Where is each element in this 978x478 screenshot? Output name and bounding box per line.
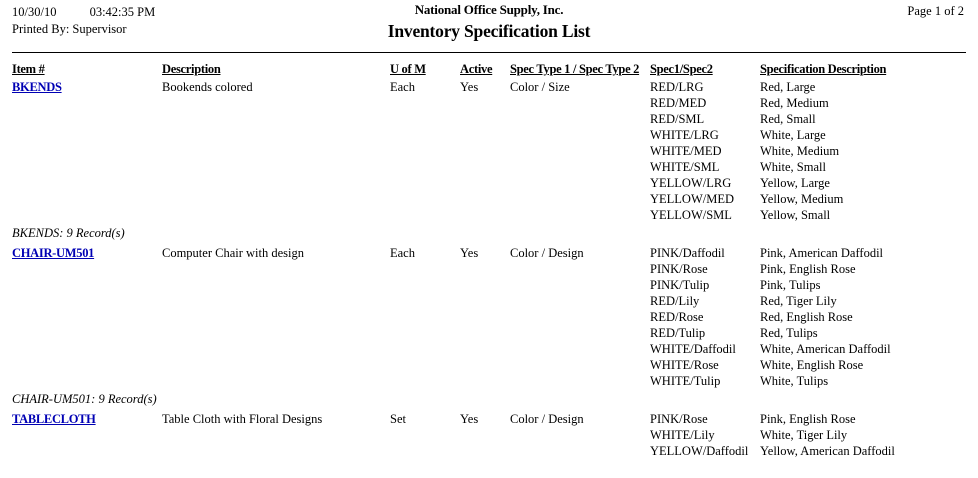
column-headers (10, 62, 968, 80)
group-record-count: CHAIR-UM501: 9 Record(s) (12, 392, 157, 406)
item-uom: Set (390, 412, 406, 426)
spec-value: PINK/Daffodil (650, 246, 725, 260)
spec-description-value: Red, Small (760, 112, 816, 126)
table-row (10, 80, 968, 96)
item-code-link[interactable]: CHAIR-UM501 (12, 246, 95, 260)
item-active: Yes (460, 246, 479, 260)
header-divider (12, 52, 966, 53)
spec-value: WHITE/LRG (650, 128, 719, 142)
spec-description-value: Red, Tiger Lily (760, 294, 837, 308)
spec-description-value: White, English Rose (760, 358, 864, 372)
table-row (10, 358, 968, 374)
table-row (10, 112, 968, 128)
table-row (10, 342, 968, 358)
item-group (10, 80, 968, 246)
table-row (10, 326, 968, 342)
column-header-active: Active (460, 62, 493, 76)
table-row (10, 428, 968, 444)
table-row (10, 246, 968, 262)
spec-value: RED/LRG (650, 80, 704, 94)
spec-value: RED/Rose (650, 310, 704, 324)
column-header-item: Item # (12, 62, 45, 76)
item-active: Yes (460, 80, 479, 94)
spec-value: YELLOW/Daffodil (650, 444, 749, 458)
item-spec-types: Color / Design (510, 412, 584, 426)
spec-description-value: Red, Large (760, 80, 816, 94)
spec-description-value: Red, Tulips (760, 326, 818, 340)
spec-description-value: White, Small (760, 160, 826, 174)
item-code-link[interactable]: TABLECLOTH (12, 412, 96, 426)
table-row (10, 144, 968, 160)
group-record-count: BKENDS: 9 Record(s) (12, 226, 125, 240)
spec-value: WHITE/Tulip (650, 374, 721, 388)
column-header-spec-types: Spec Type 1 / Spec Type 2 (510, 62, 640, 76)
table-row (10, 278, 968, 294)
item-group (10, 412, 968, 460)
spec-value: YELLOW/MED (650, 192, 735, 206)
spec-description-value: White, Tiger Lily (760, 428, 848, 442)
spec-value: WHITE/MED (650, 144, 722, 158)
item-description: Table Cloth with Floral Designs (162, 412, 323, 426)
column-header-description: Description (162, 62, 221, 76)
table-row (10, 412, 968, 428)
column-header-specs: Spec1/Spec2 (650, 62, 713, 76)
spec-description-value: White, Large (760, 128, 826, 142)
report-date: 10/30/10 (12, 5, 57, 19)
table-row (10, 310, 968, 326)
table-row (10, 160, 968, 176)
spec-value: PINK/Rose (650, 412, 708, 426)
spec-value: YELLOW/SML (650, 208, 732, 222)
header-center (10, 2, 968, 42)
printed-by: Printed By: Supervisor (12, 22, 127, 36)
table-row (10, 374, 968, 390)
table-row (10, 192, 968, 208)
spec-value: PINK/Rose (650, 262, 708, 276)
spec-description-value: Yellow, Small (760, 208, 831, 222)
company-name: National Office Supply, Inc. (414, 2, 564, 17)
item-description: Computer Chair with design (162, 246, 304, 260)
column-header-uom: U of M (390, 62, 426, 76)
page-number: Page 1 of 2 (907, 4, 964, 18)
spec-description-value: Pink, English Rose (760, 412, 856, 426)
spec-description-value: Yellow, American Daffodil (760, 444, 895, 458)
item-spec-types: Color / Size (510, 80, 570, 94)
spec-value: RED/Tulip (650, 326, 706, 340)
item-spec-types: Color / Design (510, 246, 584, 260)
table-row (10, 444, 968, 460)
item-code-link[interactable]: BKENDS (12, 80, 62, 94)
spec-value: RED/SML (650, 112, 705, 126)
table-row (10, 262, 968, 278)
table-row (10, 208, 968, 224)
spec-description-value: White, Medium (760, 144, 840, 158)
report-body (10, 80, 968, 460)
spec-value: PINK/Tulip (650, 278, 710, 292)
spec-description-value: Red, English Rose (760, 310, 853, 324)
item-uom: Each (390, 246, 415, 260)
spec-value: RED/Lily (650, 294, 700, 308)
spec-value: YELLOW/LRG (650, 176, 732, 190)
spec-description-value: Yellow, Medium (760, 192, 844, 206)
spec-value: WHITE/Rose (650, 358, 719, 372)
spec-value: WHITE/SML (650, 160, 720, 174)
table-row (10, 294, 968, 310)
spec-description-value: White, American Daffodil (760, 342, 891, 356)
table-row (10, 128, 968, 144)
item-description: Bookends colored (162, 80, 253, 94)
spec-description-value: Pink, Tulips (760, 278, 821, 292)
column-header-spec-description: Specification Description (760, 62, 887, 76)
item-group (10, 246, 968, 412)
table-row (10, 96, 968, 112)
spec-description-value: Pink, English Rose (760, 262, 856, 276)
spec-description-value: Yellow, Large (760, 176, 830, 190)
report-header (10, 0, 968, 46)
spec-value: WHITE/Daffodil (650, 342, 736, 356)
spec-value: WHITE/Lily (650, 428, 715, 442)
table-row (10, 176, 968, 192)
item-active: Yes (460, 412, 479, 426)
spec-value: RED/MED (650, 96, 707, 110)
page-title: Inventory Specification List (387, 21, 591, 41)
spec-description-value: White, Tulips (760, 374, 829, 388)
item-uom: Each (390, 80, 415, 94)
report-time: 03:42:35 PM (89, 5, 156, 19)
spec-description-value: Pink, American Daffodil (760, 246, 884, 260)
spec-description-value: Red, Medium (760, 96, 829, 110)
